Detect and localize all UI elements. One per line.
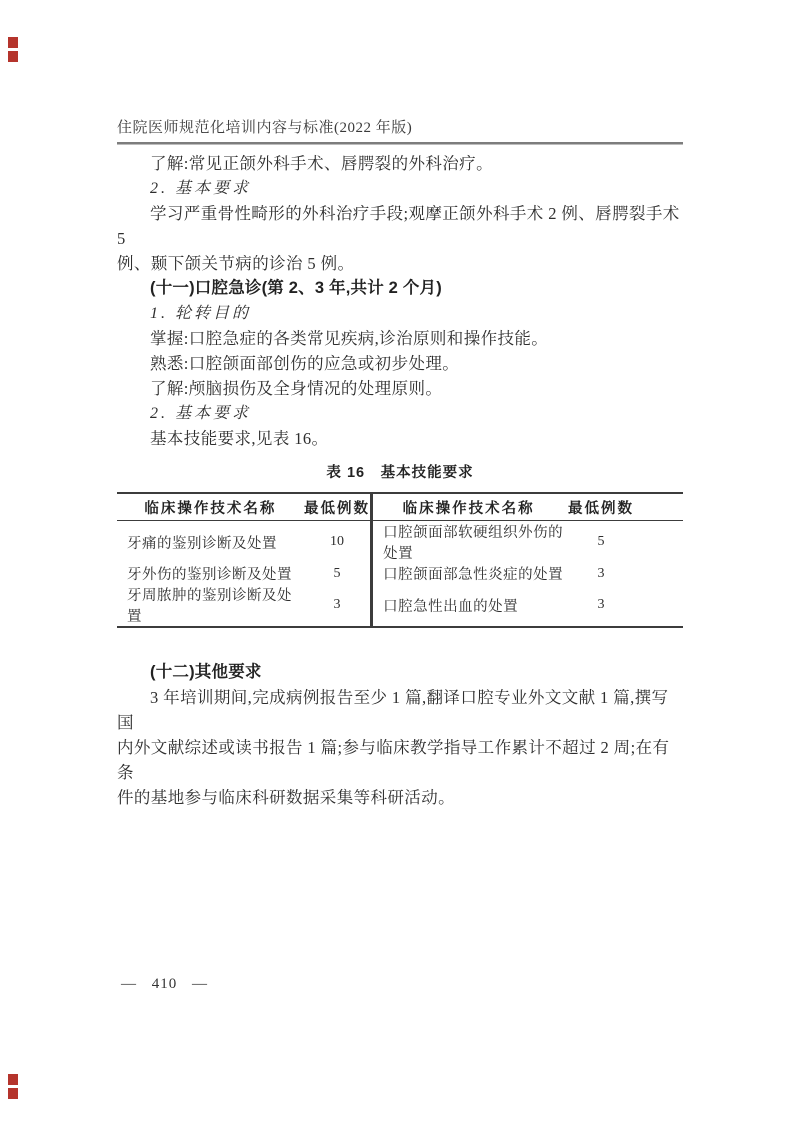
table-header-row bbox=[117, 493, 683, 521]
table-row bbox=[117, 584, 683, 627]
header-rule bbox=[117, 142, 683, 145]
section-heading-11: (十一)口腔急诊(第 2、3 年,共计 2 个月) bbox=[150, 279, 442, 297]
page-content bbox=[117, 151, 683, 810]
skill-name-cell: 牙外伤的鉴别诊断及处置 bbox=[127, 567, 292, 583]
min-cases-cell: 5 bbox=[597, 534, 605, 549]
skill-name-cell: 口腔急性出血的处置 bbox=[372, 584, 564, 627]
scan-mark-icon bbox=[8, 1074, 18, 1085]
skill-name-cell: 牙痛的鉴别诊断及处置 bbox=[127, 535, 277, 552]
skills-table bbox=[117, 492, 683, 628]
text-line: 学习严重骨性畸形的外科治疗手段;观摩正颌外科手术 2 例、唇腭裂手术 5 bbox=[117, 204, 680, 248]
table-caption: 表 16 基本技能要求 bbox=[326, 465, 474, 481]
page-number: — 410 — bbox=[121, 976, 208, 992]
skill-name-cell: 口腔颌面部软硬组织外伤的处置 bbox=[372, 521, 564, 564]
column-header: 临床操作技术名称 bbox=[117, 493, 304, 521]
text-line: 2. 基本要求 bbox=[150, 405, 252, 422]
text-line: 2. 基本要求 bbox=[150, 180, 252, 197]
min-cases-cell: 3 bbox=[597, 597, 605, 612]
min-cases-cell: 5 bbox=[333, 565, 341, 581]
running-header: 住院医师规范化培训内容与标准(2022 年版) bbox=[117, 120, 413, 136]
after-table-section bbox=[117, 660, 683, 810]
skills-table-block bbox=[117, 463, 683, 628]
text-line: 件的基地参与临床科研数据采集等科研活动。 bbox=[117, 788, 455, 807]
table-row bbox=[117, 563, 683, 584]
column-header: 最低例数 bbox=[564, 493, 683, 521]
text-line: 掌握:口腔急症的各类常见疾病,诊治原则和操作技能。 bbox=[150, 329, 549, 348]
text-line: 例、颞下颌关节病的诊治 5 例。 bbox=[117, 254, 355, 273]
column-header: 最低例数 bbox=[304, 493, 372, 521]
min-cases-cell: 3 bbox=[333, 597, 341, 612]
table-row bbox=[117, 521, 683, 564]
skill-name-cell: 牙周脓肿的鉴别诊断及处置 bbox=[127, 588, 292, 625]
text-line: 3 年培训期间,完成病例报告至少 1 篇,翻译口腔专业外文文献 1 篇,撰写国 bbox=[117, 688, 669, 732]
text-line: 基本技能要求,见表 16。 bbox=[150, 429, 329, 448]
section-heading-12: (十二)其他要求 bbox=[150, 663, 262, 681]
scan-mark-icon bbox=[8, 37, 18, 48]
skill-name-cell: 口腔颌面部急性炎症的处置 bbox=[372, 563, 564, 584]
min-cases-cell: 3 bbox=[597, 565, 605, 581]
scan-mark-icon bbox=[8, 1088, 18, 1099]
text-line: 熟悉:口腔颌面部创伤的应急或初步处理。 bbox=[150, 354, 460, 373]
text-line: 了解:颅脑损伤及全身情况的处理原则。 bbox=[150, 379, 443, 398]
column-header: 临床操作技术名称 bbox=[372, 493, 564, 521]
text-line: 了解:常见正颌外科手术、唇腭裂的外科治疗。 bbox=[150, 154, 493, 173]
min-cases-cell: 10 bbox=[329, 534, 344, 549]
scan-mark-icon bbox=[8, 51, 18, 62]
text-line: 1. 轮转目的 bbox=[150, 305, 252, 322]
text-line: 内外文献综述或读书报告 1 篇;参与临床教学指导工作累计不超过 2 周;在有条 bbox=[117, 738, 670, 782]
